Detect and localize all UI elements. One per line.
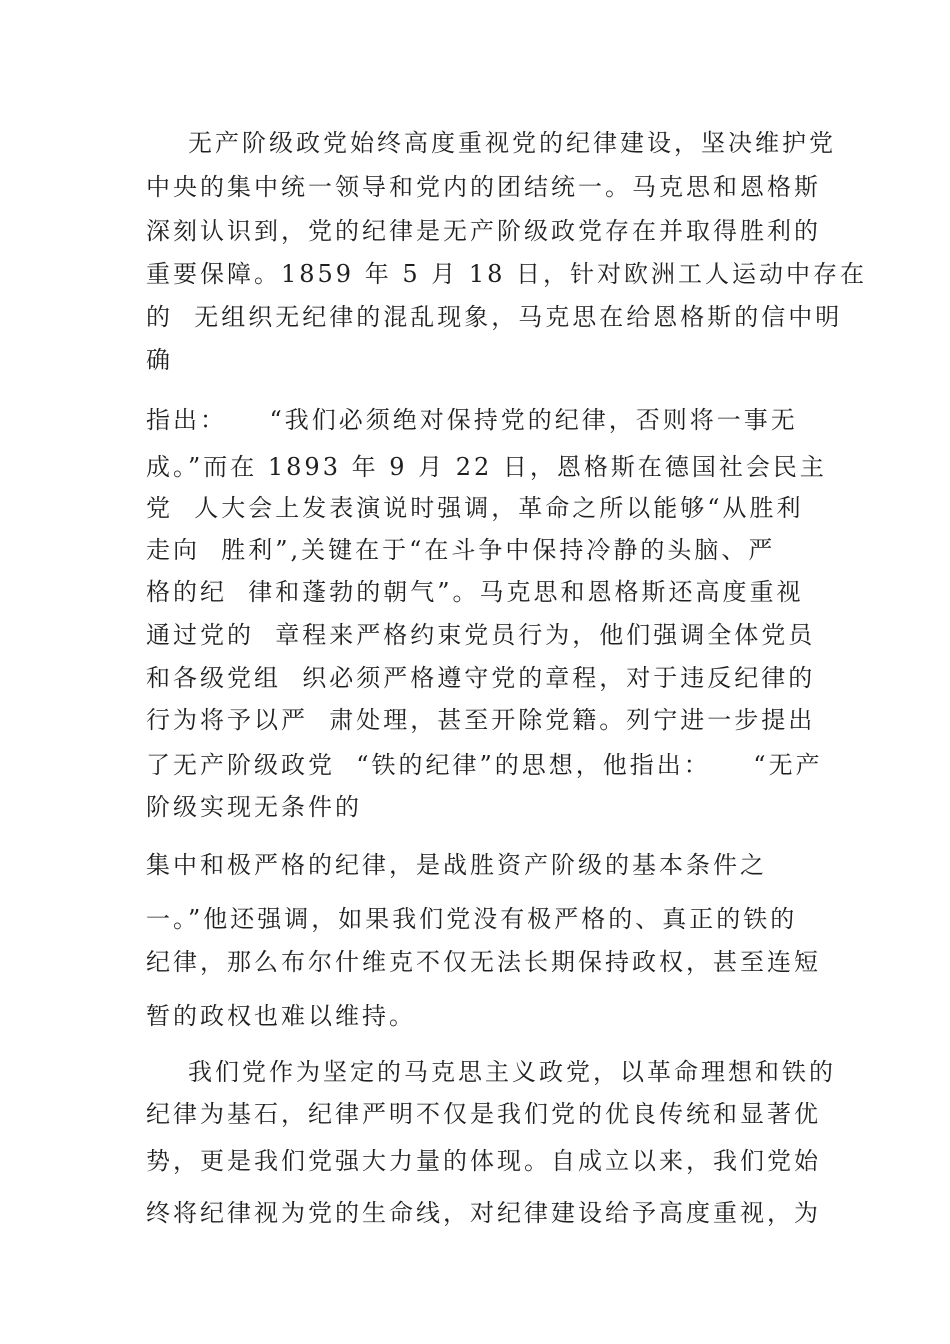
text-line: 走向 胜利”,关键在于“在斗争中保持冷静的头脑、严 bbox=[146, 536, 776, 564]
text-line: 暂的政权也难以维持。 bbox=[146, 1002, 416, 1030]
text-line: 成。”而在 1893 年 9 月 22 日，恩格斯在德国社会民主 bbox=[146, 453, 827, 481]
text-line: 的 无组织无纪律的混乱现象，马克思在给恩格斯的信中明 bbox=[146, 303, 843, 331]
text-line: 终将纪律视为党的生命线，对纪律建设给予高度重视，为 bbox=[146, 1199, 821, 1227]
text-line: 党 人大会上发表演说时强调，革命之所以能够“从胜利 bbox=[146, 494, 804, 522]
text-line: 中央的集中统一领导和党内的团结统一。马克思和恩格斯 bbox=[146, 173, 821, 201]
text-line: 纪律，那么布尔什维克不仅无法长期保持政权，甚至连短 bbox=[146, 948, 821, 976]
text-line: 深刻认识到，党的纪律是无产阶级政党存在并取得胜利的 bbox=[146, 217, 821, 245]
text-line: 了无产阶级政党 “铁的纪律”的思想，他指出： “无产 bbox=[146, 751, 823, 779]
text-line: 通过党的 章程来严格约束党员行为，他们强调全体党员 bbox=[146, 621, 816, 649]
text-line: 指出： “我们必须绝对保持党的纪律，否则将一事无 bbox=[146, 406, 798, 434]
text-line: 阶级实现无条件的 bbox=[146, 793, 362, 821]
text-line: 格的纪 律和蓬勃的朝气”。马克思和恩格斯还高度重视 bbox=[146, 578, 804, 606]
text-line: 集中和极严格的纪律，是战胜资产阶级的基本条件之 bbox=[146, 851, 767, 879]
text-line: 势，更是我们党强大力量的体现。自成立以来，我们党始 bbox=[146, 1147, 821, 1175]
text-line: 一。”他还强调，如果我们党没有极严格的、真正的铁的 bbox=[146, 905, 798, 933]
text-line: 确 bbox=[146, 346, 173, 374]
text-line: 我们党作为坚定的马克思主义政党，以革命理想和铁的 bbox=[188, 1058, 836, 1086]
text-line: 行为将予以严 肃处理，甚至开除党籍。列宁进一步提出 bbox=[146, 706, 816, 734]
text-line: 重要保障。1859 年 5 月 18 日，针对欧洲工人运动中存在 bbox=[146, 260, 868, 288]
text-line: 和各级党组 织必须严格遵守党的章程，对于违反纪律的 bbox=[146, 664, 816, 692]
text-line: 无产阶级政党始终高度重视党的纪律建设，坚决维护党 bbox=[188, 129, 836, 157]
text-line: 纪律为基石，纪律严明不仅是我们党的优良传统和显著优 bbox=[146, 1100, 821, 1128]
